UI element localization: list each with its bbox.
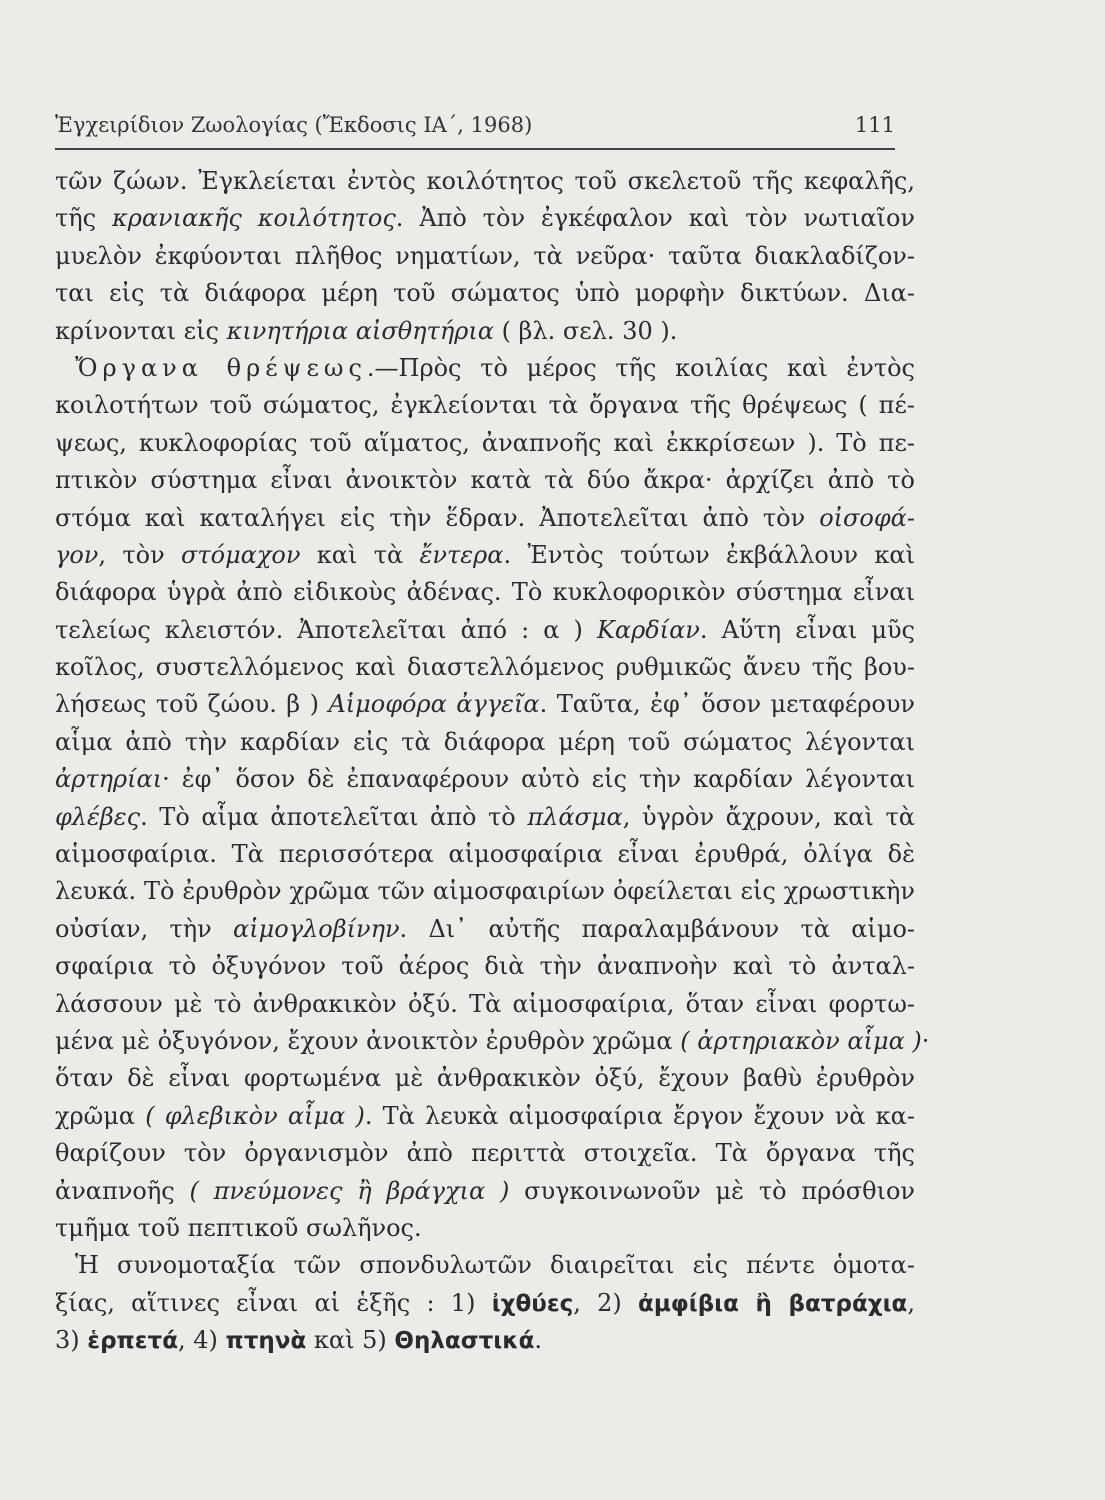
text-line: πτικὸν σύστημα εἶναι ἀνοικτὸν κατὰ τὰ δύο ἄκρα· ἀρχίζει ἀπὸ τὸ [55,466,915,495]
text-line: διάφορα ὑγρὰ ἀπὸ εἰδικοὺς ἀδένας. Τὸ κυκλοφορικὸν σύστημα εἶναι [55,578,915,607]
section-heading: Ὄργανα θρέψεως [75,353,367,382]
text-line: μένα μὲ ὀξυγόνον, ἔχουν ἀνοικτὸν ἐρυθρὸν χρῶμα ( ἀρτηριακὸν αἷμα )· [55,1026,930,1055]
text-line: λάσσουν μὲ τὸ ἀνθρακικὸν ὀξύ. Τὰ αἱμοσφαίρια, ὅταν εἶναι φορτω- [55,989,915,1018]
text-line: ται εἰς τὰ διάφορα μέρη τοῦ σώματος ὑπὸ μορφὴν δικτύων. Δια- [55,279,915,308]
header-rule [55,148,895,150]
text-line: 3) ἑρπετά, 4) πτηνὰ καὶ 5) Θηλαστικά. [55,1326,543,1355]
text-line: ξίας, αἵτινες εἶναι αἱ ἑξῆς : 1) ἰχθύες, 2) ἀμφίβια ἢ βατράχια, [55,1288,915,1317]
text-line: στόμα καὶ καταλήγει εἰς τὴν ἕδραν. Ἀποτελεῖται ἀπὸ τὸν οἰσοφά- [55,503,915,532]
text-line: ὅταν δὲ εἶναι φορτωμένα μὲ ἀνθρακικὸν ὀξύ, ἔχουν βαθὺ ἐρυθρὸν [55,1064,915,1093]
text-line: Ἡ συνομοταξία τῶν σπονδυλωτῶν διαιρεῖται εἰς πέντε ὁμοτα- [75,1251,915,1280]
text-line: τμῆμα τοῦ πεπτικοῦ σωλῆνος. [55,1213,422,1242]
text-line: χρῶμα ( φλεβικὸν αἷμα ). Τὰ λευκὰ αἱμοσφαίρια ἔργον ἔχουν νὰ κα- [55,1101,915,1130]
text-line: τελείως κλειστόν. Ἀποτελεῖται ἀπό : α ) Καρδίαν. Αὕτη εἶναι μῦς [55,615,915,644]
text-line: τῆς κρανιακῆς κοιλότητος. Ἀπὸ τὸν ἐγκέφαλον καὶ τὸν νωτιαῖον [55,204,915,233]
text-line: λήσεως τοῦ ζώου. β ) Αἱμοφόρα ἀγγεῖα. Ταῦτα, ἐφ᾽ ὅσον μεταφέρουν [55,690,915,719]
text-line: ψεως, κυκλοφορίας τοῦ αἵματος, ἀναπνοῆς καὶ ἐκκρίσεων ). Τὸ πε- [55,428,915,457]
text-line: λευκά. Τὸ ἐρυθρὸν χρῶμα τῶν αἱμοσφαιρίων ὀφείλεται εἰς χρωστικὴν [55,877,915,906]
page-body [55,163,930,1360]
text-line: μυελὸν ἐκφύονται πλῆθος νηματίων, τὰ νεῦρα· ταῦτα διακλαδίζον- [55,241,915,270]
text-line: τῶν ζώων. Ἐγκλείεται ἐντὸς κοιλότητος τοῦ σκελετοῦ τῆς κεφαλῆς, [55,167,915,195]
text-line: κρίνονται εἰς κινητήρια αἰσθητήρια ( βλ. σελ. 30 ). [55,316,678,345]
text-line: σφαίρια τὸ ὀξυγόνον τοῦ ἀέρος διὰ τὴν ἀναπνοὴν καὶ τὸ ἀνταλ- [55,952,915,981]
header-title: Ἐγχειρίδιον Ζωολογίας (Ἔκδοσις ΙΑ΄, 1968) [55,113,533,137]
text-line: φλέβες. Τὸ αἷμα ἀποτελεῖται ἀπὸ τὸ πλάσμα, ὑγρὸν ἄχρουν, καὶ τὰ [55,802,915,831]
text-line: οὐσίαν, τὴν αἱμογλοβίνην. Δι᾽ αὐτῆς παραλαμβάνουν τὰ αἱμο- [55,914,915,943]
page-number: 111 [854,113,895,137]
text-line: ἀρτηρίαι· ἐφ᾽ ὅσον δὲ ἐπαναφέρουν αὐτὸ εἰς τὴν καρδίαν λέγονται [55,765,915,794]
text-line: γον, τὸν στόμαχον καὶ τὰ ἔντερα. Ἐντὸς τούτων ἐκβάλλουν καὶ [55,540,915,569]
text-line: θαρίζουν τὸν ὀργανισμὸν ἀπὸ περιττὰ στοιχεῖα. Τὰ ὄργανα τῆς [55,1139,915,1168]
text-line: κοῖλος, συστελλόμενος καὶ διαστελλόμενος ρυθμικῶς ἄνευ τῆς βου- [55,653,915,682]
text-line: αἱμοσφαίρια. Τὰ περισσότερα αἱμοσφαίρια εἶναι ἐρυθρά, ὀλίγα δὲ [55,840,915,869]
text-line: αἷμα ἀπὸ τὴν καρδίαν εἰς τὰ διάφορα μέρη τοῦ σώματος λέγονται [55,727,915,756]
section-heading-line: Ὄργανα θρέψεως.—Πρὸς τὸ μέρος τῆς κοιλίας καὶ ἐντὸς [75,353,915,382]
text-line: ἀναπνοῆς ( πνεύμονες ἢ βράγχια ) συγκοινωνοῦν μὲ τὸ πρόσθιον [55,1176,916,1205]
text-line: κοιλοτήτων τοῦ σώματος, ἐγκλείονται τὰ ὄργανα τῆς θρέψεως ( πέ- [55,391,915,420]
running-header [55,113,895,137]
